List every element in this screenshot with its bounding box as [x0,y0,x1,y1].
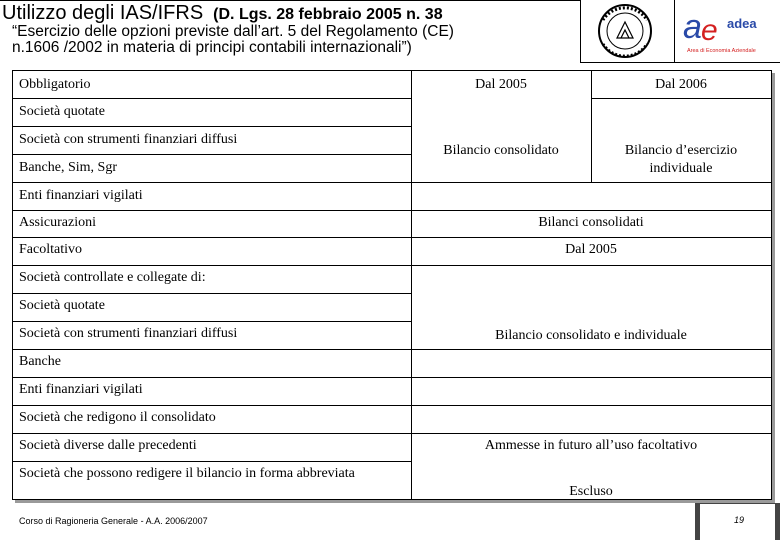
footer-divider [695,503,700,540]
bilanci-consolidati-value: Bilanci consolidati [538,215,644,230]
page-title [2,2,443,25]
svg-text:a: a [683,8,702,46]
footer-right-edge [775,503,780,540]
subtitle-line-1: “Esercizio delle opzioni previste dall’art. 5 del Regolamento (CE) [12,23,454,40]
row-fac-redigono-consolidato: Società che redigono il consolidato [19,410,216,425]
facoltativo-dal-2005: Dal 2005 [565,242,617,257]
seal-logo-box [580,0,675,63]
row-bilancio-abbreviato: Società che possono redigere il bilancio in forma abbreviata [19,466,355,481]
adea-mark: adea [727,16,757,31]
escluso-value: Escluso [569,484,613,499]
row-fac-enti-finanziari: Enti finanziari vigilati [19,382,143,397]
row-controllate-collegate: Società controllate e collegate di: [19,270,206,285]
ammesse-facoltativo-value: Ammesse in futuro all’uso facoltativo [484,438,698,453]
page-subtitle [12,24,454,56]
row-societa-quotate: Società quotate [19,104,105,119]
ias-ifrs-table [12,70,772,500]
row-fac-societa-quotate: Società quotate [19,298,105,313]
row-assicurazioni: Assicurazioni [19,215,96,230]
svg-text:e: e [701,14,718,47]
row-strumenti-finanziari: Società con strumenti finanziari diffusi [19,132,238,147]
subtitle-line-2: n.1606 /2002 in materia di principi contabili internazionali”) [12,39,412,56]
adea-caption: Area di Economia Aziendale [687,48,756,54]
footer [0,501,780,540]
top-rule [0,0,580,1]
facoltativo-label: Facoltativo [19,242,82,257]
adea-logo-box [674,0,780,63]
course-label: Corso di Ragioneria Generale - A.A. 2006/2007 [19,516,208,526]
col-dal-2006: Dal 2006 [655,77,707,92]
bilancio-consolidato-value: Bilancio consolidato [443,143,559,158]
page-number: 19 [734,515,745,525]
adea-logo-icon [675,0,780,62]
col-dal-2005: Dal 2005 [475,77,527,92]
footer-top-rule [700,503,780,504]
bilancio-consolidato-individuale-value: Bilancio consolidato e individuale [495,328,687,343]
row-banche-sim-sgr: Banche, Sim, Sgr [19,160,117,175]
row-societa-diverse: Società diverse dalle precedenti [19,438,197,453]
row-fac-strumenti-finanziari: Società con strumenti finanziari diffusi [19,326,238,341]
row-fac-banche: Banche [19,354,61,369]
bilancio-esercizio-line2: individuale [649,161,713,176]
bilancio-esercizio-line1: Bilancio d’esercizio [624,143,738,158]
university-seal-icon [581,0,675,62]
row-enti-finanziari: Enti finanziari vigilati [19,188,143,203]
title-text: Utilizzo degli IAS/IFRS [2,2,204,24]
obbligatorio-label: Obbligatorio [19,77,91,92]
title-reference: (D. Lgs. 28 febbraio 2005 n. 38 [213,6,443,23]
